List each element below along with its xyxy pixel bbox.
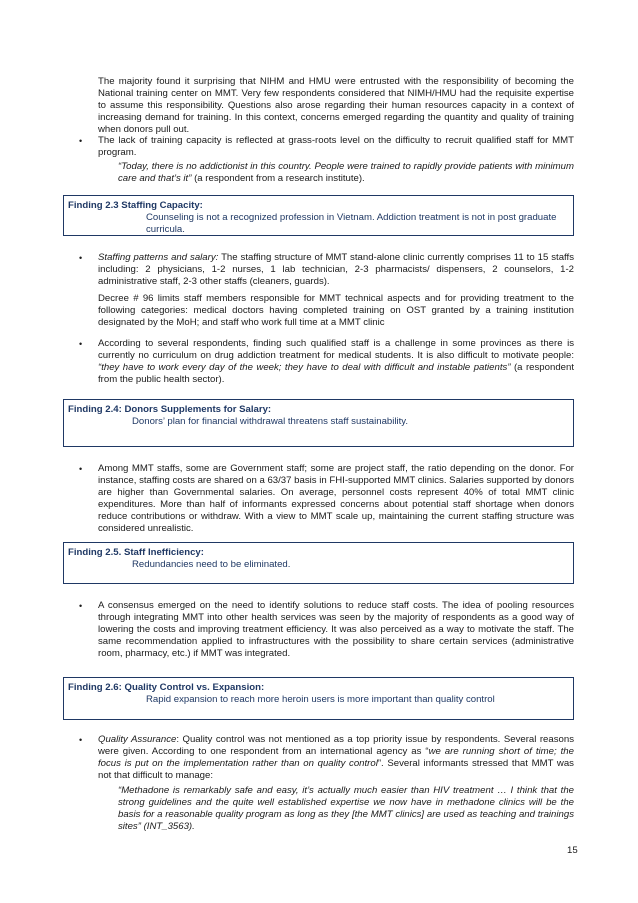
bullet-lead: Quality Assurance: [98, 734, 177, 745]
bullet-qualified-staff: [98, 338, 574, 386]
page-number: 15: [567, 845, 578, 856]
bullet-attribution: (a respondent from the public health sector).: [98, 362, 574, 386]
bullet-quote: “they have to work every day of the week; they have to deal with difficult and instable patients”: [98, 362, 511, 374]
bullet-text: The staffing structure of MMT stand-alone clinic currently comprises 11 to 15 staffs including: 2 physicians, 1-2 nurses, 1 lab technician, 2-3 pharmacists/ dispensers, 2 counselors, 1-2 administrative staff, 2-3 other staffs (cleaners, guards).: [98, 252, 574, 288]
bullet-text-end: ”. Several informants stressed that MMT was not that difficult to manage:: [98, 758, 574, 782]
decree-paragraph: Decree # 96 limits staff members responsible for MMT technical aspects and for providing treatment to the following categories: medical doctors having completed training on OST granted by a training institution designated by the MoH; and staff who work full time at a MMT clinic: [98, 293, 574, 329]
finding-body: Donors’ plan for financial withdrawal threatens staff sustainability.: [132, 416, 409, 427]
bullet-marker: •: [79, 735, 83, 745]
quote-attribution: (a respondent from a research institute).: [191, 173, 365, 185]
bullet-lead: Staffing patterns and salary:: [98, 252, 219, 263]
finding-2-4-box: [63, 399, 574, 447]
finding-title: Finding 2.4: Donors Supplements for Salary:: [68, 404, 272, 415]
bullet-marker: •: [79, 464, 83, 474]
bullet-text: : Quality control was not mentioned as a top priority issue by respondents. Several reasons were given. According to one respondent from an international agency as “: [98, 734, 574, 758]
finding-body: Rapid expansion to reach more heroin users is more important than quality control: [146, 694, 495, 705]
quote-addictionist: [118, 161, 574, 185]
finding-title: Finding 2.5. Staff Inefficiency:: [68, 547, 204, 558]
finding-body: Redundancies need to be eliminated.: [132, 559, 291, 570]
bullet-quality-assurance: [98, 734, 574, 782]
finding-2-3-box: [63, 195, 574, 236]
bullet-pooling-resources: A consensus emerged on the need to identify solutions to reduce staff costs. The idea of pooling resources through integrating MMT into other health services was seen by the majority of respondents as a good way of lowering the costs and improving treatment efficiency. It was also perceived as a way to motivate the staff. The same recommendation applied to infrastructures with the possibility to share certain services (administrative room, pharmacy, etc.) if MMT was integrated.: [98, 600, 574, 660]
bullet-text: According to several respondents, finding such qualified staff is a challenge in some provinces as there is currently no curriculum on drug addiction treatment for medical students. It is also difficult to motivate people:: [98, 338, 574, 362]
bullet-staffing-patterns: [98, 252, 574, 288]
bullet-marker: •: [79, 339, 83, 349]
bullet-quote: we are running short of time; the focus is put on the implementation rather than on quality control: [98, 746, 574, 770]
quote-methadone: “Methadone is remarkably safe and easy, it’s actually much easier than HIV treatment … I think that the strong guidelines and the quite well established expertise we now have in methadone clinics will be the basis for a reasonable quality program as long as they [the MMT clinics] are used as teaching and trainings sites” (INT_3563).: [118, 785, 574, 833]
finding-title: Finding 2.6: Quality Control vs. Expansion:: [68, 682, 265, 693]
finding-title: Finding 2.3 Staffing Capacity:: [68, 200, 203, 211]
bullet-marker: •: [79, 601, 83, 611]
finding-2-6-box: [63, 677, 574, 720]
bullet-marker: •: [79, 136, 83, 146]
bullet-marker: •: [79, 253, 83, 263]
bullet-training-capacity: The lack of training capacity is reflected at grass-roots level on the difficulty to recruit qualified staff for MMT program.: [98, 135, 574, 159]
bullet-staff-ratio: Among MMT staffs, some are Government staff; some are project staff, the ratio depending on the donor. For instance, staffing costs are shared on a 63/37 basis in FHI-supported MMT clinics. Salaries supported by donors are higher than Governmental salaries. On average, personnel costs represent 40% of total MMT clinic expenditures. More than half of informants expressed concerns about potential staff shortage when donors reduce contributions or withdraw. With a view to MMT scale up, maintaining the current staffing structure was considered unrealistic.: [98, 463, 574, 535]
intro-paragraph: The majority found it surprising that NIHM and HMU were entrusted with the responsibility of becoming the National training center on MMT. Very few respondents considered that NIMH/HMU had the requisite expertise to assume this responsibility. Questions also arose regarding their human resources capacity in a context of increasing demand for training. In this context, concerns emerged regarding the quantity and quality of training when donors pull out.: [98, 76, 574, 136]
finding-2-5-box: [63, 542, 574, 584]
finding-body: Counseling is not a recognized profession in Vietnam. Addiction treatment is not in post graduate curricula.: [146, 212, 557, 236]
quote-italic: “Today, there is no addictionist in this country. People were trained to rapidly provide patients with minimum care and that’s it”: [118, 161, 574, 185]
